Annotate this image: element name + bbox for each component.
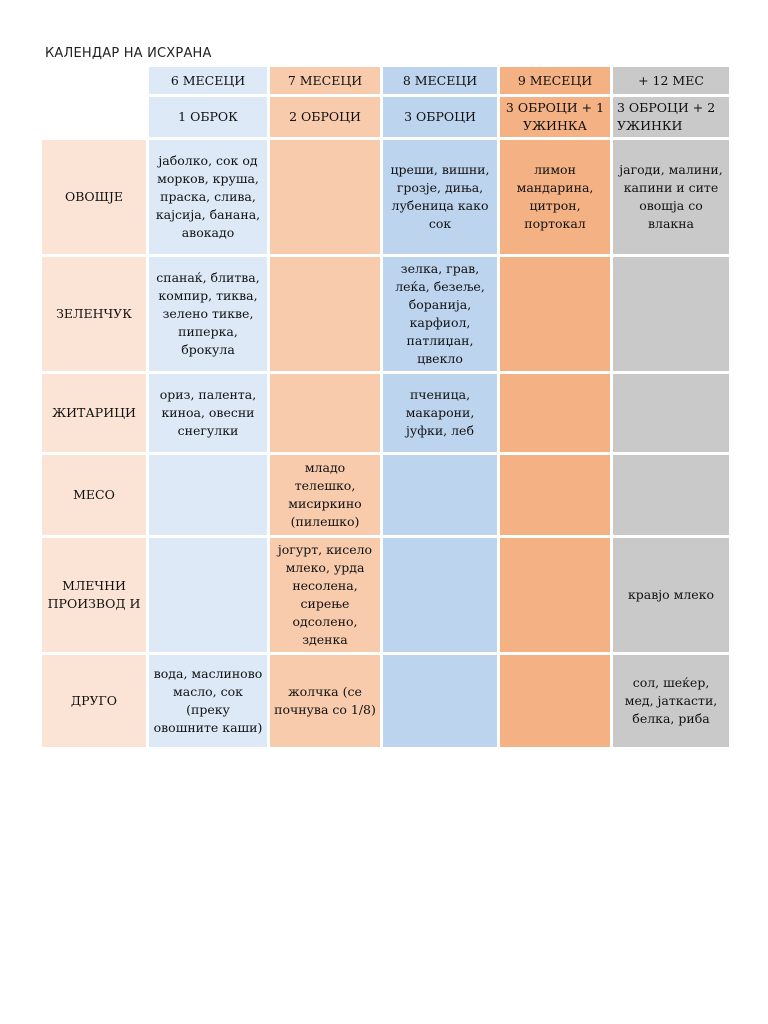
row-label: ДРУГО [42, 655, 146, 747]
header-meals: 1 ОБРОК [149, 97, 267, 137]
table-cell [500, 455, 610, 535]
table-cell: спанаќ, блитва, компир, тиква, зелено тикве, пиперка, брокула [149, 257, 267, 371]
table-cell: вода, маслиново масло, сок (преку овошните каши) [149, 655, 267, 747]
header-meals: 3 ОБРОЦИ + 2 УЖИНКИ [613, 97, 729, 137]
table-cell [270, 257, 380, 371]
table-cell [613, 455, 729, 535]
table-cell [383, 538, 497, 652]
table-cell [270, 374, 380, 452]
header-month: 7 МЕСЕЦИ [270, 67, 380, 94]
table-cell [149, 538, 267, 652]
table-row [42, 538, 729, 652]
table-cell [500, 374, 610, 452]
table-cell [500, 655, 610, 747]
row-label: ЖИТАРИЦИ [42, 374, 146, 452]
header-month: 8 МЕСЕЦИ [383, 67, 497, 94]
table-cell: жолчка (се почнува со 1/8) [270, 655, 380, 747]
corner-cell [42, 67, 146, 94]
table-cell [500, 538, 610, 652]
table-cell: кравјо млеко [613, 538, 729, 652]
row-label: ОВОШЈЕ [42, 140, 146, 254]
header-month: 9 МЕСЕЦИ [500, 67, 610, 94]
row-label: МЕСО [42, 455, 146, 535]
table-cell: јогурт, кисело млеко, урда несолена, сирење одсолено, зденка [270, 538, 380, 652]
table-row [42, 257, 729, 371]
table-cell: лимон мандарина, цитрон, портокал [500, 140, 610, 254]
table-cell: јагоди, малини, капини и сите овошја со влакна [613, 140, 729, 254]
meals-header-row [42, 97, 729, 137]
table-cell: пченица, макарони, јуфки, леб [383, 374, 497, 452]
table-cell [613, 374, 729, 452]
table-cell [500, 257, 610, 371]
header-month: + 12 МЕС [613, 67, 729, 94]
table-cell: ориз, палента, киноа, овесни снегулки [149, 374, 267, 452]
table-cell: зелка, грав, леќа, безеље, боранија, карфиол, патлиџан, цвекло [383, 257, 497, 371]
table-cell [613, 257, 729, 371]
header-meals: 3 ОБРОЦИ + 1 УЖИНКА [500, 97, 610, 137]
row-label: МЛЕЧНИ ПРОИЗВОД И [42, 538, 146, 652]
page-title: КАЛЕНДАР НА ИСХРАНА [45, 46, 212, 61]
table-cell [149, 455, 267, 535]
table-row [42, 655, 729, 747]
table-cell [383, 655, 497, 747]
header-month: 6 МЕСЕЦИ [149, 67, 267, 94]
table-row [42, 374, 729, 452]
table-cell [383, 455, 497, 535]
corner-cell [42, 97, 146, 137]
table-cell: јаболко, сок од морков, круша, праска, слива, кајсија, банана, авокадо [149, 140, 267, 254]
table-cell [270, 140, 380, 254]
table-cell: младо телешко, мисиркино (пилешко) [270, 455, 380, 535]
month-header-row [42, 67, 729, 94]
table-cell: цреши, вишни, грозје, диња, лубеница како сок [383, 140, 497, 254]
header-meals: 3 ОБРОЦИ [383, 97, 497, 137]
table-cell: сол, шеќер, мед, јаткасти, белка, риба [613, 655, 729, 747]
table-row [42, 140, 729, 254]
nutrition-calendar-table [39, 64, 732, 750]
row-label: ЗЕЛЕНЧУК [42, 257, 146, 371]
header-meals: 2 ОБРОЦИ [270, 97, 380, 137]
table-row [42, 455, 729, 535]
